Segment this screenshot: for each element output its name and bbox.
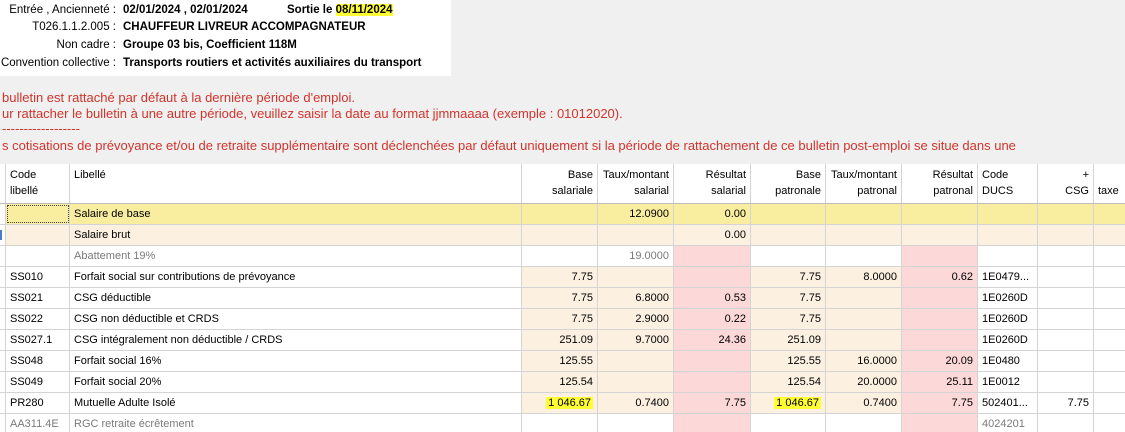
cell-resultat-salarial[interactable]: 0.53	[674, 288, 751, 308]
cell-resultat-salarial[interactable]	[674, 372, 751, 392]
cell-code-ducs[interactable]: 1E0260D	[978, 330, 1038, 350]
cell-taux-salarial[interactable]: 0.7400	[598, 393, 674, 413]
cell-code[interactable]: PR280	[6, 393, 70, 413]
cell-resultat-salarial[interactable]	[674, 246, 751, 266]
emploi-value: CHAUFFEUR LIVREUR ACCOMPAGNATEUR	[123, 21, 366, 33]
cell-code-ducs[interactable]: 1E0260D	[978, 288, 1038, 308]
cell-code-ducs[interactable]: 502401...	[978, 393, 1038, 413]
cell-libelle[interactable]: CSG non déductible et CRDS	[70, 309, 522, 329]
cell-csg[interactable]	[1038, 204, 1094, 224]
cell-code-ducs[interactable]: 1E0480	[978, 351, 1038, 371]
col-header-code[interactable]: Code libellé	[6, 164, 70, 203]
cell-base-salariale[interactable]: 125.54	[522, 372, 598, 392]
cell-base-patronale[interactable]	[751, 246, 826, 266]
cell-taxe[interactable]	[1094, 351, 1125, 371]
cell-taux-patronal[interactable]	[826, 330, 902, 350]
emploi-code-label: T026.1.1.2.005 :	[32, 21, 116, 33]
table-row[interactable]	[0, 246, 1125, 267]
table-row[interactable]	[0, 393, 1125, 414]
cell-taux-salarial[interactable]: 9.7000	[598, 330, 674, 350]
highlighted-value: 1 046.67	[776, 397, 819, 409]
table-row[interactable]	[0, 225, 1125, 246]
table-row[interactable]	[0, 267, 1125, 288]
cell-taux-patronal[interactable]	[826, 225, 902, 245]
cell-code[interactable]: SS048	[6, 351, 70, 371]
cell-resultat-salarial[interactable]: 0.22	[674, 309, 751, 329]
table-row[interactable]	[0, 330, 1125, 351]
cell-base-salariale[interactable]	[522, 414, 598, 432]
cell-base-patronale[interactable]: 7.75	[751, 288, 826, 308]
cell-resultat-patronal[interactable]	[902, 246, 978, 266]
cell-taux-salarial[interactable]: 2.9000	[598, 309, 674, 329]
cell-libelle[interactable]: Forfait social 16%	[70, 351, 522, 371]
col-header-base-salariale[interactable]: Base salariale	[522, 164, 598, 203]
convention-label: Convention collective :	[0, 57, 116, 69]
table-row[interactable]	[0, 414, 1125, 432]
col-header-libelle[interactable]: Libellé	[70, 164, 522, 203]
cell-csg[interactable]	[1038, 225, 1094, 245]
cell-taux-patronal[interactable]	[826, 309, 902, 329]
cell-taux-salarial[interactable]: 19.0000	[598, 246, 674, 266]
cell-taux-patronal[interactable]	[826, 246, 902, 266]
cell-code-ducs[interactable]: 1E0260D	[978, 309, 1038, 329]
cell-resultat-salarial[interactable]: 0.00	[674, 225, 751, 245]
cell-code[interactable]	[6, 246, 70, 266]
col-header-taxe[interactable]: taxe	[1094, 164, 1125, 203]
cell-taxe[interactable]	[1094, 246, 1125, 266]
cell-resultat-salarial[interactable]: 7.75	[674, 393, 751, 413]
table-row[interactable]	[0, 372, 1125, 393]
statut-row	[0, 37, 451, 54]
cell-base-patronale[interactable]	[751, 225, 826, 245]
cell-resultat-salarial[interactable]	[674, 267, 751, 287]
cell-base-patronale[interactable]	[751, 393, 826, 413]
cell-base-patronale[interactable]: 7.75	[751, 309, 826, 329]
cell-base-salariale[interactable]	[522, 225, 598, 245]
col-header-resultat-patronal[interactable]: Résultat patronal	[902, 164, 978, 203]
cell-code-ducs[interactable]: 4024201	[978, 414, 1038, 432]
cell-libelle[interactable]: Forfait social 20%	[70, 372, 522, 392]
cell-resultat-patronal[interactable]	[902, 204, 978, 224]
table-row[interactable]	[0, 351, 1125, 372]
info-separator: ------------------	[2, 121, 80, 136]
cell-taux-patronal[interactable]	[826, 288, 902, 308]
cell-taux-salarial[interactable]: 12.0900	[598, 204, 674, 224]
cell-code[interactable]: SS010	[6, 267, 70, 287]
col-header-taux-salarial[interactable]: Taux/montant salarial	[598, 164, 674, 203]
cell-csg[interactable]	[1038, 372, 1094, 392]
employee-header	[0, 0, 451, 76]
cell-base-salariale[interactable]: 125.55	[522, 351, 598, 371]
cell-libelle[interactable]: RGC retraite écrêtement	[70, 414, 522, 432]
sortie-date: 08/11/2024	[335, 4, 393, 16]
cell-code[interactable]: SS049	[6, 372, 70, 392]
cell-resultat-patronal[interactable]	[902, 414, 978, 432]
cell-base-salariale[interactable]	[522, 246, 598, 266]
emploi-row	[0, 19, 451, 36]
cell-resultat-patronal[interactable]	[902, 309, 978, 329]
cell-code[interactable]: SS022	[6, 309, 70, 329]
convention-row	[0, 55, 451, 72]
cell-csg[interactable]	[1038, 309, 1094, 329]
col-header-csg[interactable]: + CSG	[1038, 164, 1094, 203]
table-row[interactable]	[0, 288, 1125, 309]
cell-libelle[interactable]: CSG déductible	[70, 288, 522, 308]
cell-code[interactable]: SS021	[6, 288, 70, 308]
cell-csg[interactable]	[1038, 414, 1094, 432]
statut-value: Groupe 03 bis, Coefficient 118M	[123, 39, 297, 51]
cell-code[interactable]	[6, 225, 70, 245]
cell-code[interactable]	[6, 204, 70, 224]
table-row[interactable]	[0, 204, 1125, 225]
cell-csg[interactable]	[1038, 330, 1094, 350]
table-row[interactable]	[0, 309, 1125, 330]
cell-code[interactable]: AA311.4E	[6, 414, 70, 432]
cell-taxe[interactable]	[1094, 204, 1125, 224]
cell-resultat-patronal[interactable]: 20.09	[902, 351, 978, 371]
cell-taux-patronal[interactable]: 16.0000	[826, 351, 902, 371]
cell-code-ducs[interactable]	[978, 225, 1038, 245]
cell-taux-salarial[interactable]	[598, 225, 674, 245]
cell-taux-salarial[interactable]	[598, 414, 674, 432]
statut-label: Non cadre :	[56, 39, 116, 51]
cell-resultat-patronal[interactable]	[902, 225, 978, 245]
cell-csg[interactable]	[1038, 351, 1094, 371]
cell-libelle[interactable]: Salaire brut	[70, 225, 522, 245]
cell-csg[interactable]: 7.75	[1038, 393, 1094, 413]
cell-base-patronale[interactable]: 251.09	[751, 330, 826, 350]
cell-taux-salarial[interactable]: 6.8000	[598, 288, 674, 308]
cell-libelle[interactable]: Mutuelle Adulte Isolé	[70, 393, 522, 413]
cell-base-salariale[interactable]	[522, 204, 598, 224]
entree-value: 02/01/2024 , 02/01/2024	[123, 4, 248, 16]
cell-taux-patronal[interactable]	[826, 414, 902, 432]
cell-taxe[interactable]	[1094, 330, 1125, 350]
cell-taxe[interactable]	[1094, 309, 1125, 329]
entree-label: Entrée , Ancienneté :	[9, 4, 116, 16]
cell-csg[interactable]	[1038, 246, 1094, 266]
cell-libelle[interactable]: Forfait social sur contributions de prévoyance	[70, 267, 522, 287]
cell-taux-patronal[interactable]: 20.0000	[826, 372, 902, 392]
cell-taux-salarial[interactable]	[598, 372, 674, 392]
cell-taux-patronal[interactable]: 8.0000	[826, 267, 902, 287]
col-header-resultat-salarial[interactable]: Résultat salarial	[674, 164, 751, 203]
cell-code-ducs[interactable]: 1E0012	[978, 372, 1038, 392]
cell-base-salariale[interactable]: 7.75	[522, 309, 598, 329]
cell-taux-salarial[interactable]	[598, 351, 674, 371]
col-header-base-patronale[interactable]: Base patronale	[751, 164, 826, 203]
cell-resultat-patronal[interactable]: 0.62	[902, 267, 978, 287]
cell-taxe[interactable]	[1094, 372, 1125, 392]
info-message-2: ur rattacher le bulletin à une autre période, veuillez saisir la date au format jjmmaaaa (exemple : 01012020).	[2, 106, 623, 121]
cell-base-patronale[interactable]: 125.55	[751, 351, 826, 371]
cell-taux-patronal[interactable]	[826, 204, 902, 224]
cell-taux-patronal[interactable]: 0.7400	[826, 393, 902, 413]
cell-taux-salarial[interactable]	[598, 267, 674, 287]
cell-csg[interactable]	[1038, 288, 1094, 308]
cell-resultat-salarial[interactable]: 24.36	[674, 330, 751, 350]
info-message-1: bulletin est rattaché par défaut à la dernière période d'emploi.	[2, 90, 355, 105]
cell-base-salariale[interactable]: 251.09	[522, 330, 598, 350]
cell-taxe[interactable]	[1094, 288, 1125, 308]
cell-taxe[interactable]	[1094, 267, 1125, 287]
cell-base-salariale[interactable]: 7.75	[522, 267, 598, 287]
cell-csg[interactable]	[1038, 267, 1094, 287]
cell-resultat-patronal[interactable]	[902, 288, 978, 308]
cell-base-patronale[interactable]: 125.54	[751, 372, 826, 392]
cell-resultat-patronal[interactable]: 7.75	[902, 393, 978, 413]
entree-row	[0, 2, 451, 19]
payslip-lines-grid	[0, 164, 1125, 432]
cell-code-ducs[interactable]	[978, 204, 1038, 224]
cell-code-ducs[interactable]: 1E0479...	[978, 267, 1038, 287]
cell-libelle[interactable]: Salaire de base	[70, 204, 522, 224]
cell-taxe[interactable]	[1094, 225, 1125, 245]
cell-resultat-patronal[interactable]	[902, 330, 978, 350]
cell-code[interactable]: SS027.1	[6, 330, 70, 350]
cell-base-salariale[interactable]	[522, 393, 598, 413]
col-header-code-ducs[interactable]: Code DUCS	[978, 164, 1038, 203]
col-header-taux-patronal[interactable]: Taux/montant patronal	[826, 164, 902, 203]
cell-libelle[interactable]: CSG intégralement non déductible / CRDS	[70, 330, 522, 350]
cell-resultat-patronal[interactable]: 25.11	[902, 372, 978, 392]
cell-code-ducs[interactable]	[978, 246, 1038, 266]
row-marker	[0, 230, 2, 240]
cell-base-patronale[interactable]: 7.75	[751, 267, 826, 287]
cell-taxe[interactable]	[1094, 393, 1125, 413]
cell-libelle[interactable]: Abattement 19%	[70, 246, 522, 266]
cell-resultat-salarial[interactable]	[674, 351, 751, 371]
info-message-3: s cotisations de prévoyance et/ou de retraite supplémentaire sont déclenchées par défaut uniquement si la période de rattachement de ce bulletin post-emploi se situe dans une	[2, 138, 1016, 153]
cell-base-salariale[interactable]: 7.75	[522, 288, 598, 308]
cell-taxe[interactable]	[1094, 414, 1125, 432]
convention-value: Transports routiers et activités auxiliaires du transport	[123, 57, 422, 69]
cell-base-patronale[interactable]	[751, 414, 826, 432]
highlighted-value: 1 046.67	[548, 397, 591, 409]
sortie-label: Sortie le 08/11/2024	[287, 4, 393, 16]
cell-resultat-salarial[interactable]	[674, 414, 751, 432]
cell-resultat-salarial[interactable]: 0.00	[674, 204, 751, 224]
cell-base-patronale[interactable]	[751, 204, 826, 224]
grid-header-row	[0, 164, 1125, 204]
